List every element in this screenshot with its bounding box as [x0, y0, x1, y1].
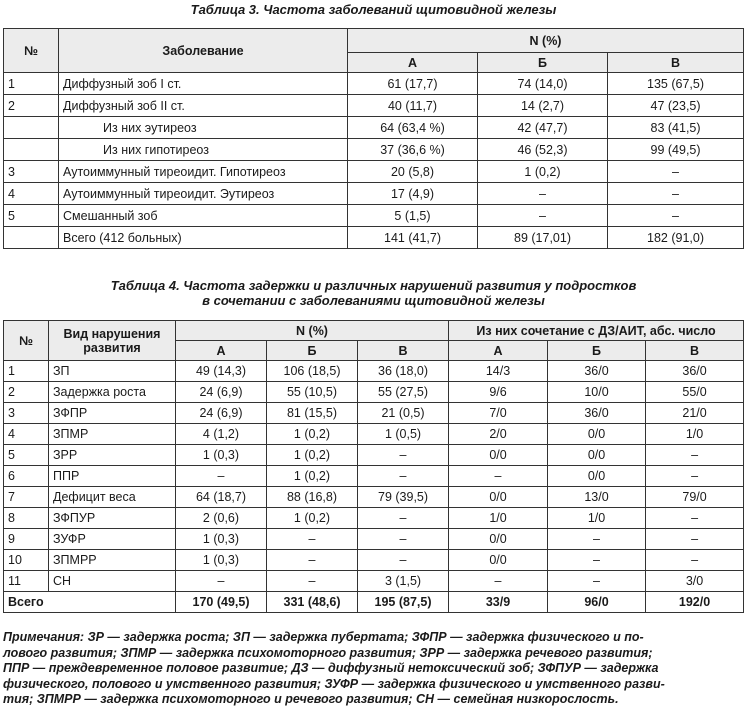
table-row [4, 95, 744, 117]
cell-b: – [267, 529, 358, 550]
cell-combo-a: 7/0 [449, 403, 548, 424]
cell-c: 99 (49,5) [608, 139, 744, 161]
row-name: Аутоиммунный тиреоидит. Эутиреоз [59, 183, 348, 205]
cell-c: 36 (18,0) [358, 361, 449, 382]
table3 [3, 28, 744, 249]
t4-header-type: Вид нарушения развития [49, 321, 176, 361]
total-a: 170 (49,5) [176, 592, 267, 613]
total-b: 331 (48,6) [267, 592, 358, 613]
cell-a: 17 (4,9) [348, 183, 478, 205]
table3-caption: Таблица 3. Частота заболеваний щитовидной железы [190, 2, 557, 17]
row-name: Аутоиммунный тиреоидит. Гипотиреоз [59, 161, 348, 183]
cell-a: 40 (11,7) [348, 95, 478, 117]
cell-b: 81 (15,5) [267, 403, 358, 424]
cell-b: – [478, 183, 608, 205]
row-num [4, 139, 59, 161]
row-name: Из них гипотиреоз [59, 139, 348, 161]
cell-combo-c: – [646, 445, 744, 466]
cell-combo-c: 79/0 [646, 487, 744, 508]
row-num: 5 [4, 445, 49, 466]
t4-header-combo: Из них сочетание с ДЗ/АИТ, абс. число [449, 321, 744, 341]
table-row [4, 529, 744, 550]
cell-a: 4 (1,2) [176, 424, 267, 445]
total-combo-a: 33/9 [449, 592, 548, 613]
cell-combo-b: 0/0 [548, 466, 646, 487]
row-name: ЗРР [49, 445, 176, 466]
row-name: ЗФПУР [49, 508, 176, 529]
cell-c: – [608, 205, 744, 227]
cell-c: 47 (23,5) [608, 95, 744, 117]
cell-b: 74 (14,0) [478, 73, 608, 95]
cell-b: – [267, 550, 358, 571]
cell-a: 1 (0,3) [176, 550, 267, 571]
cell-combo-b: 36/0 [548, 403, 646, 424]
cell-combo-c: – [646, 550, 744, 571]
notes-line: физического, полового и умственного развития; ЗУФР — задержка физического и умственного разви- [3, 676, 665, 691]
t3-header-group-a: А [348, 53, 478, 73]
row-name: СН [49, 571, 176, 592]
cell-combo-c: – [646, 529, 744, 550]
table-row [4, 550, 744, 571]
cell-a: 37 (36,6 %) [348, 139, 478, 161]
cell-a: 24 (6,9) [176, 403, 267, 424]
t3-header-disease: Заболевание [59, 29, 348, 73]
cell-a: 24 (6,9) [176, 382, 267, 403]
row-name: ППР [49, 466, 176, 487]
cell-c: – [608, 183, 744, 205]
row-num: 3 [4, 403, 49, 424]
notes-line: Примечания: ЗР — задержка роста; ЗП — задержка пубертата; ЗФПР — задержка физического и по- [3, 630, 644, 644]
cell-b: 88 (16,8) [267, 487, 358, 508]
cell-a: 49 (14,3) [176, 361, 267, 382]
cell-a: 64 (18,7) [176, 487, 267, 508]
table4 [3, 320, 744, 613]
cell-b: 1 (0,2) [267, 424, 358, 445]
cell-combo-a: – [449, 466, 548, 487]
row-name: Диффузный зоб I ст. [59, 73, 348, 95]
cell-c: 3 (1,5) [358, 571, 449, 592]
table-row [4, 73, 744, 95]
row-num: 10 [4, 550, 49, 571]
cell-a: 5 (1,5) [348, 205, 478, 227]
table-row [4, 424, 744, 445]
cell-a: 1 (0,3) [176, 529, 267, 550]
cell-b: 55 (10,5) [267, 382, 358, 403]
row-name: Смешанный зоб [59, 205, 348, 227]
notes-line: тия; ЗПМРР — задержка психомоторного и речевого развития; СН — семейная низкорослость. [3, 692, 619, 706]
row-num: 7 [4, 487, 49, 508]
row-num: 4 [4, 424, 49, 445]
cell-c: 79 (39,5) [358, 487, 449, 508]
t4-header-combo-c: В [646, 341, 744, 361]
cell-a: 141 (41,7) [348, 227, 478, 249]
cell-combo-c: 1/0 [646, 424, 744, 445]
cell-combo-b: – [548, 529, 646, 550]
t4-header-group-b: Б [267, 341, 358, 361]
t4-header-num: № [4, 321, 49, 361]
cell-c: 182 (91,0) [608, 227, 744, 249]
table4-caption-line1: Таблица 4. Частота задержки и различных нарушений развития у подростков [110, 278, 637, 293]
t4-header-group-c: В [358, 341, 449, 361]
row-num: 6 [4, 466, 49, 487]
table4-caption-line2: в сочетании с заболеваниями щитовидной железы [202, 293, 545, 308]
table4-caption [0, 278, 747, 308]
row-num: 4 [4, 183, 59, 205]
cell-c: 1 (0,5) [358, 424, 449, 445]
cell-combo-a: 0/0 [449, 487, 548, 508]
row-name: ЗПМРР [49, 550, 176, 571]
cell-combo-b: 0/0 [548, 424, 646, 445]
table-row [4, 571, 744, 592]
cell-combo-a: – [449, 571, 548, 592]
cell-combo-b: 0/0 [548, 445, 646, 466]
t4-header-combo-a: А [449, 341, 548, 361]
table-row [4, 161, 744, 183]
cell-combo-a: 0/0 [449, 529, 548, 550]
row-name: Дефицит веса [49, 487, 176, 508]
row-name: ЗПМР [49, 424, 176, 445]
cell-a: 20 (5,8) [348, 161, 478, 183]
row-name: Всего (412 больных) [59, 227, 348, 249]
t4-header-group-a: А [176, 341, 267, 361]
cell-c: 21 (0,5) [358, 403, 449, 424]
notes [3, 630, 743, 708]
cell-c: – [608, 161, 744, 183]
cell-combo-c: 36/0 [646, 361, 744, 382]
cell-combo-b: – [548, 571, 646, 592]
cell-b: 1 (0,2) [267, 466, 358, 487]
t4-header-n: N (%) [176, 321, 449, 341]
cell-b: – [478, 205, 608, 227]
cell-combo-c: 21/0 [646, 403, 744, 424]
row-num: 1 [4, 361, 49, 382]
row-num: 1 [4, 73, 59, 95]
row-name: ЗУФР [49, 529, 176, 550]
cell-combo-a: 0/0 [449, 445, 548, 466]
cell-c: – [358, 466, 449, 487]
t3-header-group-b: Б [478, 53, 608, 73]
cell-combo-a: 14/3 [449, 361, 548, 382]
cell-b: 89 (17,01) [478, 227, 608, 249]
cell-combo-a: 9/6 [449, 382, 548, 403]
table-row [4, 227, 744, 249]
row-name: ЗФПР [49, 403, 176, 424]
cell-combo-b: – [548, 550, 646, 571]
notes-line: ППР — преждевременное половое развитие; ДЗ — диффузный нетоксический зоб; ЗФПУР — задержка [3, 661, 659, 675]
cell-c: – [358, 529, 449, 550]
table4-total-row [4, 592, 744, 613]
row-name: Задержка роста [49, 382, 176, 403]
cell-combo-c: – [646, 466, 744, 487]
table-row [4, 205, 744, 227]
cell-combo-c: – [646, 508, 744, 529]
cell-combo-a: 0/0 [449, 550, 548, 571]
table-row [4, 361, 744, 382]
table-row [4, 445, 744, 466]
cell-c: – [358, 508, 449, 529]
cell-b: 1 (0,2) [267, 445, 358, 466]
row-num [4, 117, 59, 139]
cell-combo-b: 13/0 [548, 487, 646, 508]
cell-b: – [267, 571, 358, 592]
cell-b: 1 (0,2) [267, 508, 358, 529]
total-label: Всего [4, 592, 176, 613]
t3-header-group-c: В [608, 53, 744, 73]
table4-body [4, 361, 744, 592]
row-num: 3 [4, 161, 59, 183]
cell-b: 14 (2,7) [478, 95, 608, 117]
row-num [4, 227, 59, 249]
cell-b: 46 (52,3) [478, 139, 608, 161]
cell-c: – [358, 445, 449, 466]
cell-c: 135 (67,5) [608, 73, 744, 95]
total-c: 195 (87,5) [358, 592, 449, 613]
t3-header-num: № [4, 29, 59, 73]
table-row [4, 487, 744, 508]
row-name: Диффузный зоб II ст. [59, 95, 348, 117]
t3-header-n: N (%) [348, 29, 744, 53]
cell-a: 61 (17,7) [348, 73, 478, 95]
cell-combo-b: 1/0 [548, 508, 646, 529]
notes-line: лового развития; ЗПМР — задержка психомоторного развития; ЗРР — задержка речевого развития; [3, 645, 653, 660]
cell-combo-a: 1/0 [449, 508, 548, 529]
row-num: 2 [4, 382, 49, 403]
row-num: 8 [4, 508, 49, 529]
table-row [4, 382, 744, 403]
cell-c: 55 (27,5) [358, 382, 449, 403]
cell-combo-b: 10/0 [548, 382, 646, 403]
cell-a: 64 (63,4 %) [348, 117, 478, 139]
cell-combo-c: 3/0 [646, 571, 744, 592]
cell-a: 2 (0,6) [176, 508, 267, 529]
total-combo-b: 96/0 [548, 592, 646, 613]
cell-c: 83 (41,5) [608, 117, 744, 139]
cell-a: 1 (0,3) [176, 445, 267, 466]
table-row [4, 183, 744, 205]
cell-b: 42 (47,7) [478, 117, 608, 139]
table-row [4, 403, 744, 424]
row-name: ЗП [49, 361, 176, 382]
cell-a: – [176, 466, 267, 487]
cell-b: 106 (18,5) [267, 361, 358, 382]
row-num: 5 [4, 205, 59, 227]
row-num: 9 [4, 529, 49, 550]
cell-combo-b: 36/0 [548, 361, 646, 382]
table-row [4, 508, 744, 529]
t4-header-combo-b: Б [548, 341, 646, 361]
row-num: 11 [4, 571, 49, 592]
cell-combo-a: 2/0 [449, 424, 548, 445]
row-num: 2 [4, 95, 59, 117]
cell-c: – [358, 550, 449, 571]
cell-b: 1 (0,2) [478, 161, 608, 183]
cell-combo-c: 55/0 [646, 382, 744, 403]
row-name: Из них эутиреоз [59, 117, 348, 139]
total-combo-c: 192/0 [646, 592, 744, 613]
table-row [4, 139, 744, 161]
cell-a: – [176, 571, 267, 592]
table-row [4, 466, 744, 487]
table-row [4, 117, 744, 139]
